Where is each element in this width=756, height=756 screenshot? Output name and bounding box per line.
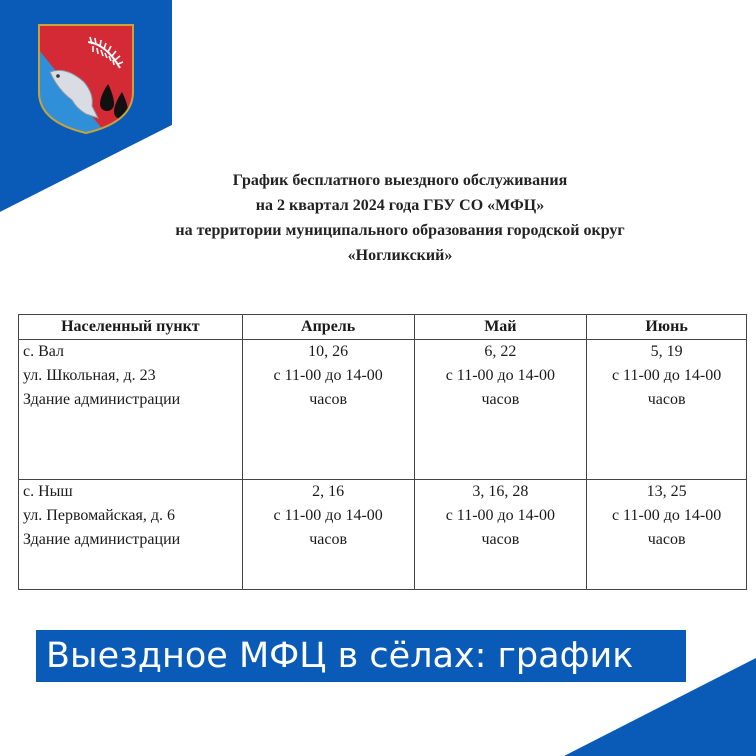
visit-time: с 11-00 до 14-00 <box>611 507 722 524</box>
visit-days: 13, 25 <box>646 483 687 500</box>
visit-days: 10, 26 <box>308 343 349 360</box>
village-name: с. Вал <box>23 343 64 360</box>
title-line: «Ногликский» <box>347 247 453 264</box>
visit-time: с 11-00 до 14-00 <box>611 367 722 384</box>
visit-time: с 11-00 до 14-00 <box>273 367 383 384</box>
header-june: Июнь <box>587 315 747 340</box>
visit-days: 5, 19 <box>650 343 683 360</box>
headline-banner: Выездное МФЦ в сёлах: график <box>36 630 686 682</box>
title-line: График бесплатного выездного обслуживания <box>232 172 568 189</box>
visit-unit: часов <box>647 391 686 408</box>
visit-days: 3, 16, 28 <box>472 483 529 500</box>
visit-unit: часов <box>309 391 348 408</box>
visit-unit: часов <box>647 531 686 548</box>
visit-unit: часов <box>481 531 520 548</box>
header-may: Май <box>414 315 587 340</box>
building-name: Здание администрации <box>23 391 181 408</box>
visit-time: с 11-00 до 14-00 <box>445 367 556 384</box>
title-line: на 2 квартал 2024 года ГБУ СО «МФЦ» <box>255 197 545 214</box>
street-address: ул. Школьная, д. 23 <box>23 367 156 384</box>
building-name: Здание администрации <box>23 531 181 548</box>
street-address: ул. Первомайская, д. 6 <box>23 507 175 524</box>
visit-time: с 11-00 до 14-00 <box>445 507 556 524</box>
header-settlement: Населенный пункт <box>19 315 243 340</box>
visit-unit: часов <box>309 531 348 548</box>
visit-time: с 11-00 до 14-00 <box>273 507 383 524</box>
visit-days: 6, 22 <box>484 343 517 360</box>
visit-days: 2, 16 <box>312 483 345 500</box>
header-april: Апрель <box>242 315 414 340</box>
village-name: с. Ныш <box>23 483 73 500</box>
title-line: на территории муниципального образования городской округ <box>175 222 625 239</box>
visit-unit: часов <box>481 391 520 408</box>
